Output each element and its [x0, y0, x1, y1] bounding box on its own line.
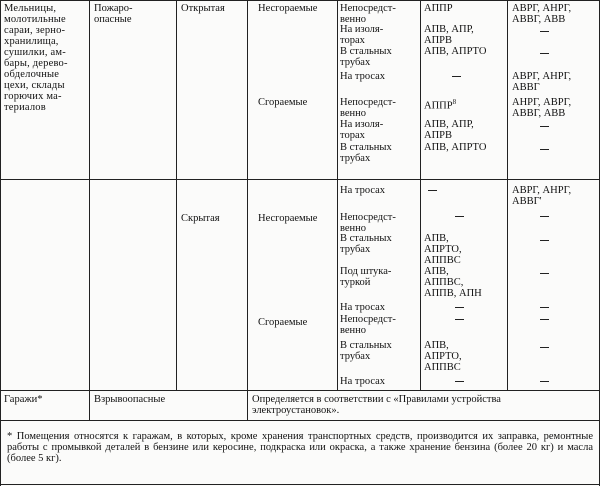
wire-cell: АПВ, АПР, АПРВ	[424, 119, 474, 141]
empty-dash	[540, 347, 549, 348]
method-cell: Непосредст- венно	[340, 3, 396, 25]
table-border-bottom	[0, 484, 600, 485]
method-cell: Непосредст- венно	[340, 314, 396, 336]
empty-dash	[540, 381, 549, 382]
column-divider	[176, 0, 177, 390]
cable-cell: АВРГ, АНРГ, АВВГ	[512, 71, 572, 93]
table-rule	[0, 420, 600, 421]
table-rule	[0, 179, 600, 180]
wire-cell: АППР	[424, 3, 453, 14]
method-cell: На тросах	[340, 71, 386, 82]
method-cell: На изоля- торах	[340, 119, 384, 141]
table-rule	[0, 390, 600, 391]
hazard-class-cell: Пожаро- опасные	[94, 3, 133, 25]
method-cell: На тросах	[340, 376, 386, 387]
cable-cell: АВРГ, АНРГ, АВВГ, АВВ	[512, 3, 572, 25]
method-cell: На тросах	[340, 302, 386, 313]
garage-room-cell: Гаражи*	[4, 394, 43, 405]
empty-dash	[540, 319, 549, 320]
wire-cell: АПВ, АПРТО, АППВС	[424, 233, 462, 266]
empty-dash	[455, 307, 464, 308]
empty-dash	[540, 273, 549, 274]
wire-cell: АПВ, АПРТО, АППВС	[424, 340, 462, 373]
empty-dash	[540, 240, 549, 241]
wiring-type-open: Открытая	[181, 3, 225, 14]
method-cell: Непосредст- венно	[340, 212, 396, 234]
footnote: * Помещения относятся к гаражам, в которых, кроме хранения транспортных средств, производится их заправка, ремонтные работы с промывкой деталей в бензине или керосине, подкраска или окраска, а также хранение бензина (более 20 кг) и масла (более 5 кг).	[7, 431, 593, 464]
method-cell: В стальных трубах	[340, 340, 392, 362]
surface-nonflammable-hidden: Несгораемые	[258, 213, 318, 224]
column-divider	[420, 0, 421, 390]
column-divider	[337, 0, 338, 390]
wire-cell: АППР$^8$	[424, 98, 457, 112]
surface-flammable-hidden: Сгораемые	[258, 317, 308, 328]
column-divider	[247, 0, 248, 420]
surface-flammable: Сгораемые	[258, 97, 308, 108]
empty-dash	[540, 31, 549, 32]
method-cell: Под штука- туркой	[340, 266, 392, 288]
wire-cell: АПВ, АПРТО	[424, 142, 487, 153]
empty-dash	[540, 149, 549, 150]
empty-dash	[455, 216, 464, 217]
cable-cell: АНРГ, АВРГ, АВВГ, АВВ	[512, 97, 572, 119]
empty-dash	[452, 76, 461, 77]
table-border-left	[0, 0, 1, 486]
empty-dash	[455, 381, 464, 382]
column-divider	[89, 0, 90, 420]
method-cell: На тросах	[340, 185, 386, 196]
method-cell: На изоля- торах	[340, 24, 384, 46]
empty-dash	[540, 53, 549, 54]
method-cell: В стальных трубах	[340, 233, 392, 255]
empty-dash	[540, 216, 549, 217]
method-cell: Непосредст- венно	[340, 97, 396, 119]
wire-cell: АПВ, АПРТО	[424, 46, 487, 57]
column-divider	[507, 0, 508, 390]
room-type-cell: Мельницы, молотильные сараи, зерно- хранилища, сушилки, ам- бары, дерево- обделочные цехи, склады горючих ма- териалов	[4, 3, 68, 113]
surface-nonflammable: Несгораемые	[258, 3, 318, 14]
wiring-type-hidden: Скрытая	[181, 213, 220, 224]
empty-dash	[455, 319, 464, 320]
empty-dash	[540, 307, 549, 308]
garage-hazard-cell: Взрывоопасные	[94, 394, 166, 405]
empty-dash	[428, 190, 437, 191]
method-cell: В стальных трубах	[340, 46, 392, 68]
method-cell: В стальных трубах	[340, 142, 392, 164]
empty-dash	[540, 126, 549, 127]
wire-cell: АПВ, АППВС, АППВ, АПН	[424, 266, 482, 299]
garage-rule-cell: Определяется в соответствии с «Правилами устройства электроустановок».	[252, 394, 501, 416]
cable-cell: АВРГ, АНРГ, АВВГ'	[512, 185, 572, 207]
wire-cell: АПВ, АПР, АПРВ	[424, 24, 474, 46]
table-border-top	[0, 0, 600, 1]
